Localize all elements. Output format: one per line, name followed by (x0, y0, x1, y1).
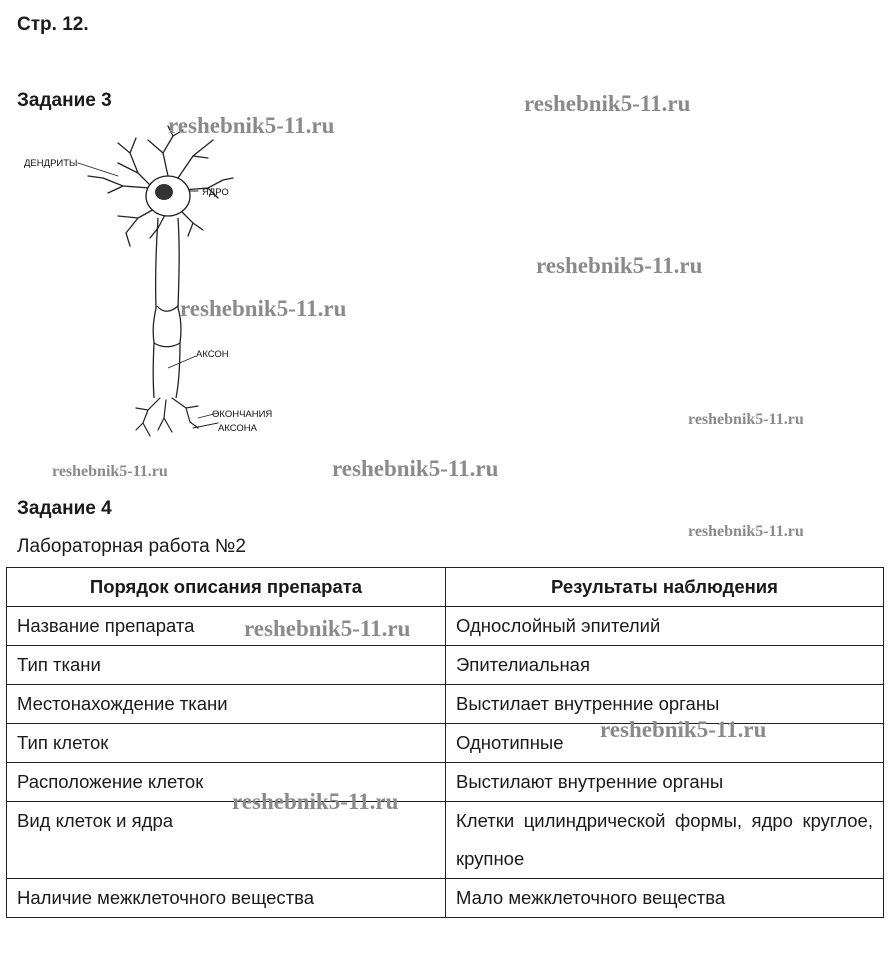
watermark: reshebnik5-11.ru (52, 463, 168, 480)
watermark: reshebnik5-11.ru (168, 113, 335, 138)
table-cell: Клетки цилиндрической формы, ядро круглое, крупное (446, 802, 884, 879)
table-cell: Эпителиальная (446, 646, 884, 685)
lab-table (6, 567, 884, 918)
label-dendrites: ДЕНДРИТЫ (24, 158, 78, 169)
table-cell: Местонахождение ткани (7, 685, 446, 724)
table-header-row (7, 568, 884, 607)
task3-title: Задание 3 (17, 90, 112, 111)
col-header-order: Порядок описания препарата (7, 568, 446, 607)
watermark: reshebnik5-11.ru (332, 456, 499, 481)
watermark: reshebnik5-11.ru (688, 411, 804, 428)
watermark: reshebnik5-11.ru (688, 523, 804, 540)
table-cell: Тип клеток (7, 724, 446, 763)
col-header-results: Результаты наблюдения (446, 568, 884, 607)
table-cell: Однослойный эпителий (446, 607, 884, 646)
watermark: reshebnik5-11.ru (244, 616, 411, 641)
table-cell: Тип ткани (7, 646, 446, 685)
table-cell: Выстилают внутренние органы (446, 763, 884, 802)
watermark: reshebnik5-11.ru (536, 253, 703, 278)
table-cell: Однотипные (446, 724, 884, 763)
task4-title: Задание 4 (17, 498, 112, 519)
table-row (7, 879, 884, 918)
watermark: reshebnik5-11.ru (180, 296, 347, 321)
table-cell: Название препарата (7, 607, 446, 646)
label-axon-endings-2: АКСОНА (218, 423, 258, 434)
table-cell: Вид клеток и ядра (7, 802, 446, 879)
table-row (7, 646, 884, 685)
table-row (7, 607, 884, 646)
watermark: reshebnik5-11.ru (524, 91, 691, 116)
label-axon: АКСОН (196, 349, 229, 360)
table-cell: Мало межклеточного вещества (446, 879, 884, 918)
neuron-diagram (18, 118, 318, 453)
page-number: Стр. 12. (17, 14, 89, 35)
table-row (7, 763, 884, 802)
label-axon-endings-1: ОКОНЧАНИЯ (212, 409, 273, 420)
label-nucleus: ЯДРО (202, 187, 229, 198)
table-row (7, 685, 884, 724)
watermark: reshebnik5-11.ru (600, 717, 767, 742)
table-cell: Выстилает внутренние органы (446, 685, 884, 724)
watermark: reshebnik5-11.ru (232, 789, 399, 814)
table-cell: Наличие межклеточного вещества (7, 879, 446, 918)
table-cell: Расположение клеток (7, 763, 446, 802)
lab-title: Лабораторная работа №2 (17, 536, 246, 557)
table-row (7, 724, 884, 763)
table-row (7, 802, 884, 879)
